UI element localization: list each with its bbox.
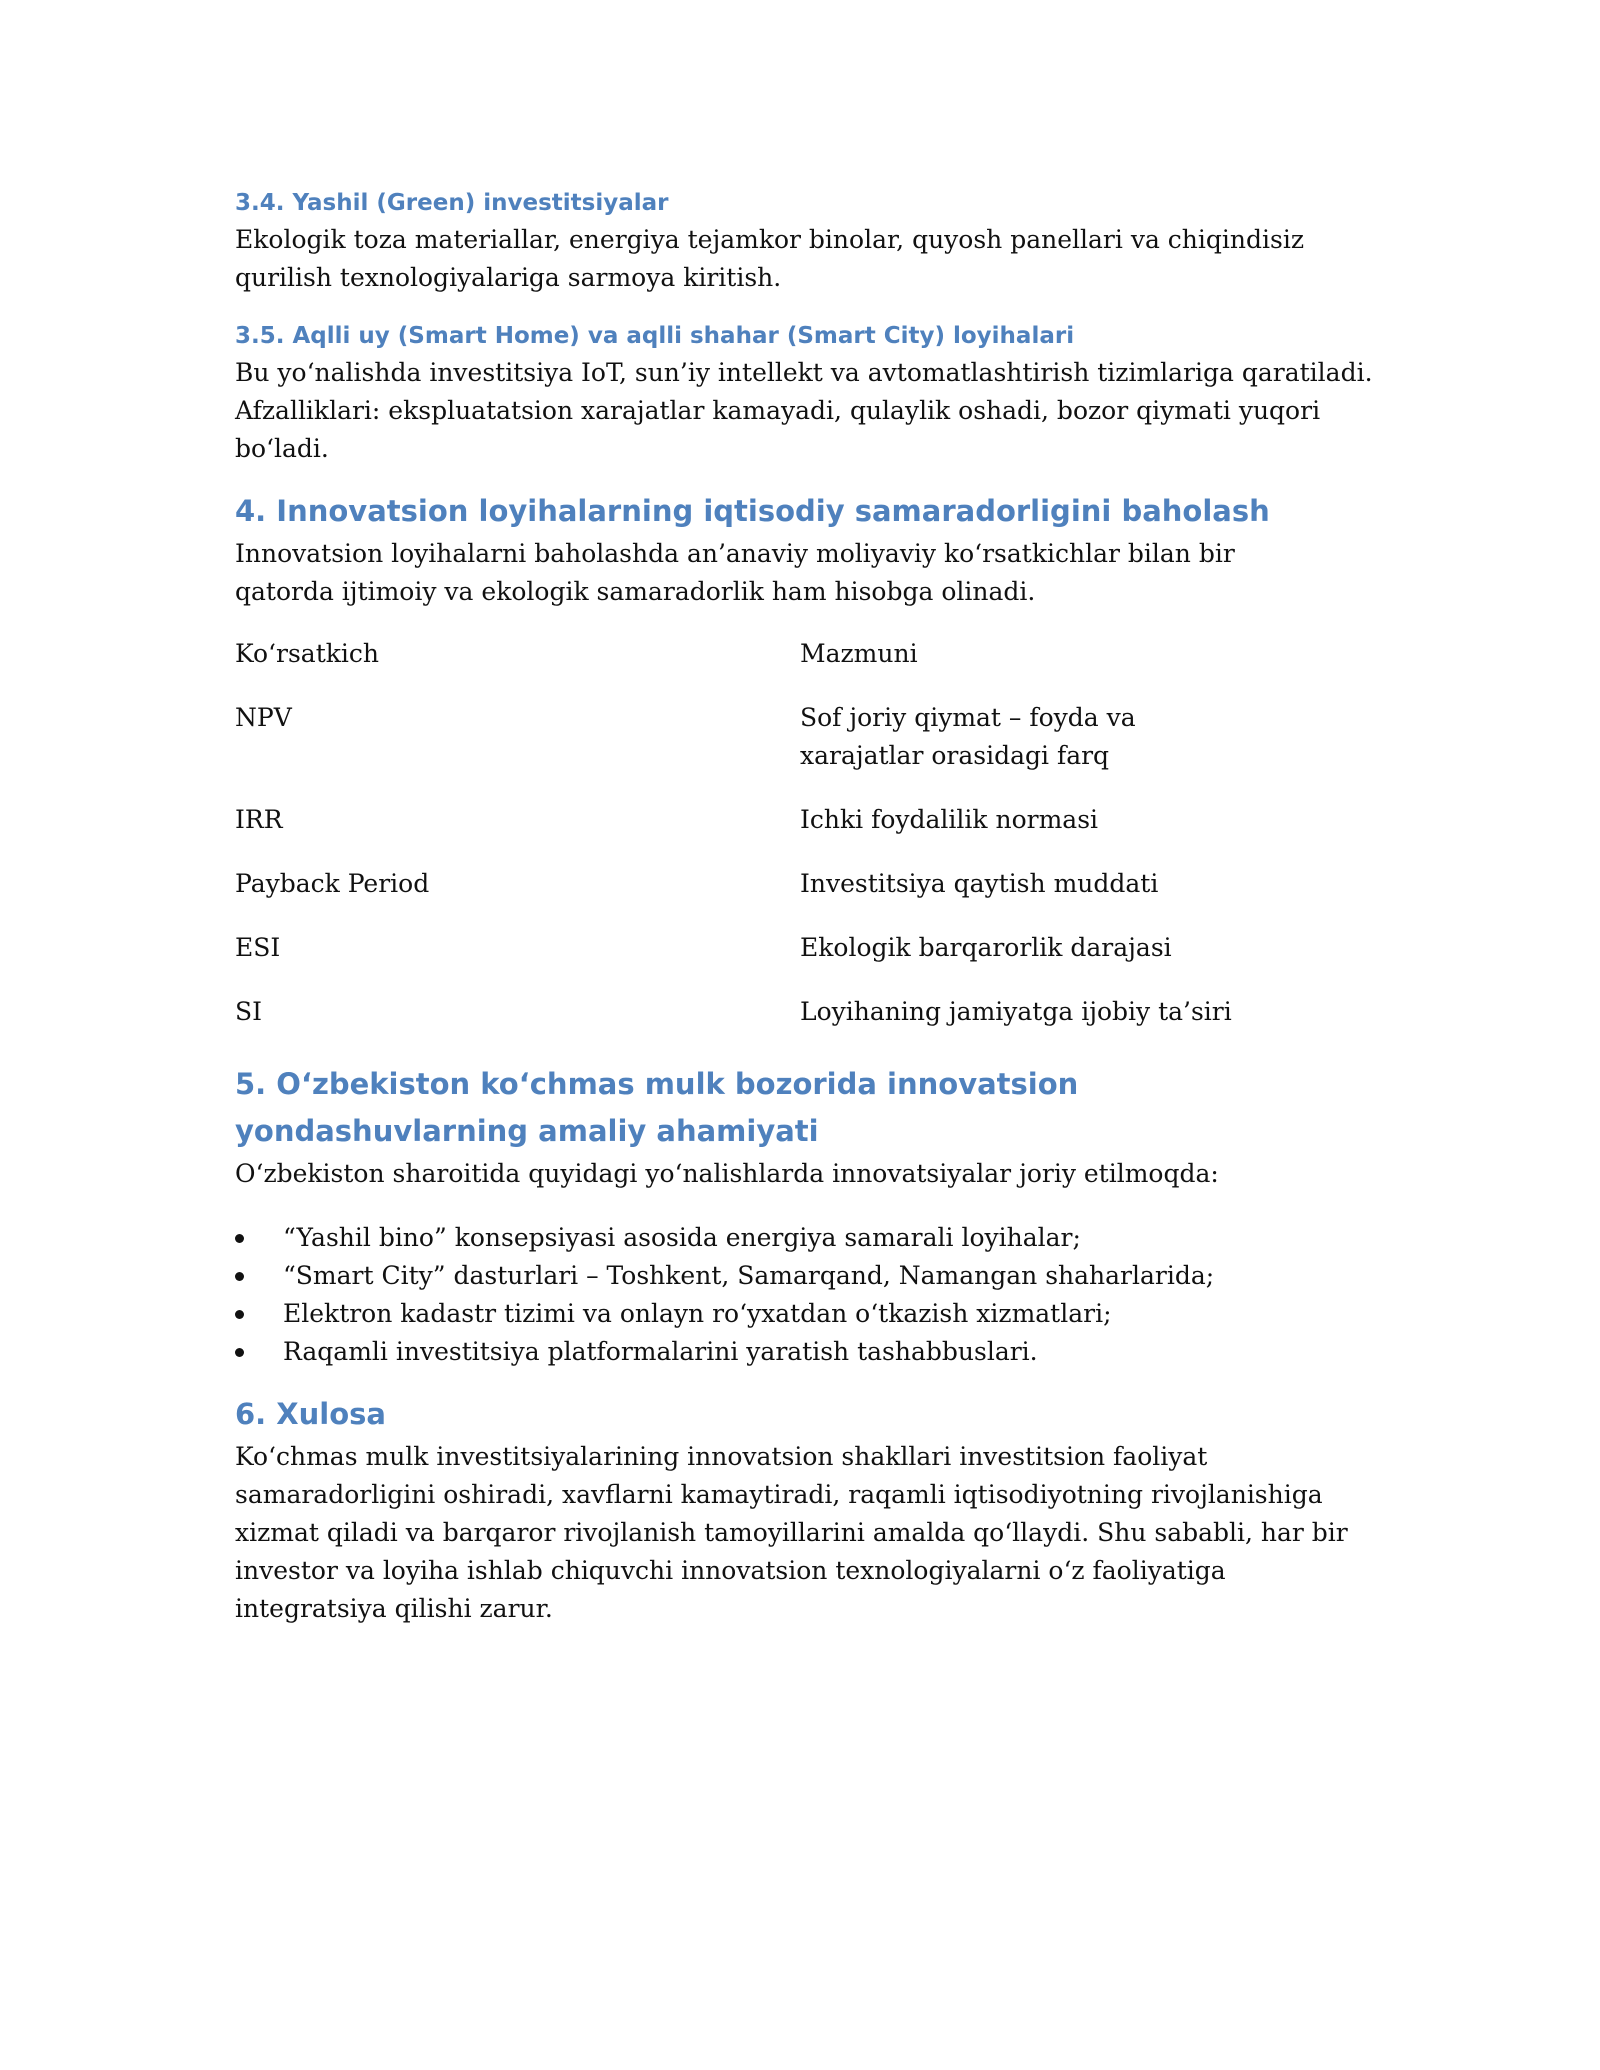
section-3-4 (235, 188, 1375, 297)
section-3-5 (235, 321, 1375, 468)
table-cell-indicator: Payback Period (235, 869, 430, 898)
section-3-5-heading: 3.5. Aqlli uy (Smart Home) va aqlli shahar (Smart City) loyihalari (235, 323, 1075, 349)
section-3-4-body: Ekologik toza materiallar, energiya tejamkor binolar, quyosh panellari va chiqindisiz qurilish texnologiyalariga sarmoya kiritish. (235, 225, 1304, 292)
section-4-heading: 4. Innovatsion loyihalarning iqtisodiy samaradorligini baholash (235, 494, 1270, 528)
section-5 (235, 1061, 1375, 1371)
bullet-icon (235, 1272, 244, 1281)
table-cell-indicator: ESI (235, 933, 281, 962)
section-6-heading: 6. Xulosa (235, 1397, 386, 1431)
table-header-meaning: Mazmuni (800, 639, 918, 668)
table-row (235, 801, 1235, 865)
table-cell-indicator: IRR (235, 805, 283, 834)
list-item (235, 1295, 1375, 1333)
table-cell-meaning: Investitsiya qaytish muddati (800, 869, 1159, 898)
table-cell-meaning: Ichki foydalilik normasi (800, 805, 1099, 834)
list-item (235, 1257, 1375, 1295)
table-cell-meaning: Ekologik barqarorlik darajasi (800, 933, 1172, 962)
bullet-icon (235, 1234, 244, 1243)
section-4-body: Innovatsion loyihalarni baholashda an’anaviy moliyaviy ko‘rsatkichlar bilan bir qatorda ijtimoiy va ekologik samaradorlik ham hisobga olinadi. (235, 539, 1235, 606)
table-row (235, 699, 1235, 801)
list-item-text: “Yashil bino” konsepsiyasi asosida energiya samarali loyihalar; (283, 1223, 1081, 1252)
bullet-icon (235, 1348, 244, 1357)
list-item (235, 1333, 1375, 1371)
table-cell-indicator: SI (235, 997, 263, 1026)
table-row (235, 929, 1235, 993)
table-header-row (235, 635, 1235, 699)
section-5-heading: 5. O‘zbekiston ko‘chmas mulk bozorida innovatsion yondashuvlarning amaliy ahamiyati (235, 1067, 1079, 1148)
section-3-5-line-1: Bu yo‘nalishda investitsiya IoT, sun’iy intellekt va avtomatlashtirish tizimlariga qaratiladi. (235, 358, 1373, 387)
table-row (235, 865, 1235, 929)
section-5-bullet-list (235, 1219, 1375, 1371)
section-6-body: Ko‘chmas mulk investitsiyalarining innovatsion shakllari investitsion faoliyat samaradorligini oshiradi, xavflarni kamaytiradi, raqamli iqtisodiyotning rivojlanishiga xizmat qiladi va barqaror rivojlanish tamoyillarini amalda qo‘llaydi. Shu sababli, har bir investor va loyiha ishlab chiquvchi innovatsion texnologiyalarni o‘z faoliyatiga integratsiya qilishi zarur. (235, 1442, 1348, 1623)
list-item-text: Raqamli investitsiya platformalarini yaratish tashabbuslari. (283, 1337, 1038, 1366)
list-item (235, 1219, 1375, 1257)
section-3-4-heading: 3.4. Yashil (Green) investitsiyalar (235, 190, 669, 216)
section-6 (235, 1391, 1375, 1628)
table-cell-meaning: Sof joriy qiymat – foyda va xarajatlar orasidagi farq (800, 703, 1136, 770)
table-header-indicator: Ko‘rsatkich (235, 639, 379, 668)
section-5-intro: O‘zbekiston sharoitida quyidagi yo‘nalishlarda innovatsiyalar joriy etilmoqda: (235, 1159, 1219, 1188)
section-3-5-line-2: Afzalliklari: ekspluatatsion xarajatlar kamayadi, qulaylik oshadi, bozor qiymati yuqori bo‘ladi. (235, 396, 1321, 463)
document-page (235, 188, 1375, 1628)
metrics-table (235, 635, 1235, 1057)
table-cell-indicator: NPV (235, 703, 292, 732)
section-4 (235, 488, 1375, 1057)
table-row (235, 993, 1235, 1057)
bullet-icon (235, 1310, 244, 1319)
list-item-text: “Smart City” dasturlari – Toshkent, Samarqand, Namangan shaharlarida; (283, 1261, 1215, 1290)
list-item-text: Elektron kadastr tizimi va onlayn ro‘yxatdan o‘tkazish xizmatlari; (283, 1299, 1112, 1328)
table-cell-meaning: Loyihaning jamiyatga ijobiy ta’siri (800, 997, 1232, 1026)
